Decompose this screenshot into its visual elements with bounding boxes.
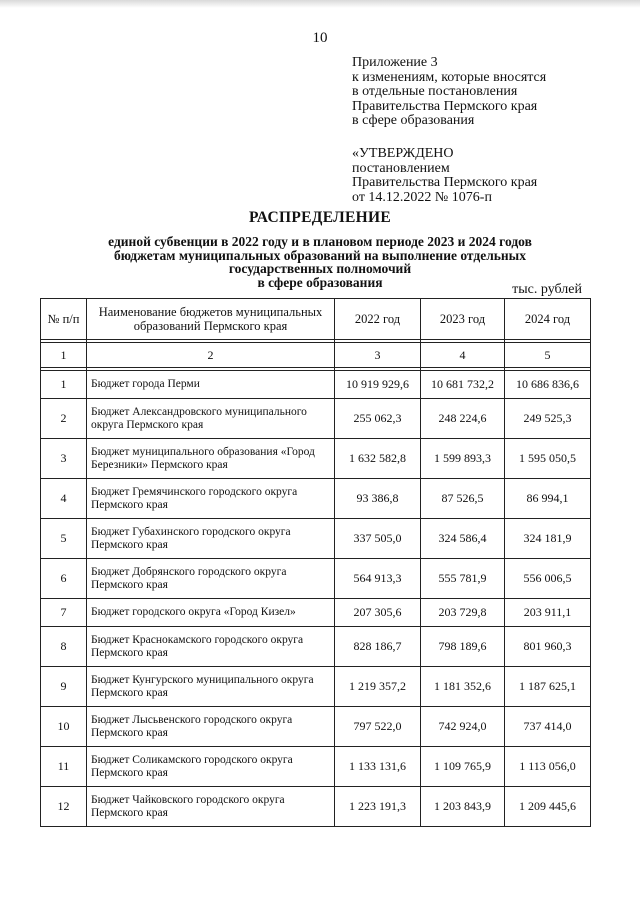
- table-row: [41, 519, 591, 559]
- budget-name: Бюджет Александровского муниципального округа Пермского края: [87, 399, 335, 439]
- row-number: 12: [41, 787, 87, 827]
- value-2022: 564 913,3: [335, 559, 421, 599]
- row-number: 3: [41, 439, 87, 479]
- value-2023: 10 681 732,2: [421, 371, 505, 399]
- table-row: [41, 439, 591, 479]
- value-2022: 93 386,8: [335, 479, 421, 519]
- row-number: 1: [41, 371, 87, 399]
- table-row: [41, 747, 591, 787]
- value-2024: 1 113 056,0: [505, 747, 591, 787]
- value-2022: 337 505,0: [335, 519, 421, 559]
- value-2022: 797 522,0: [335, 707, 421, 747]
- column-number: 4: [421, 343, 505, 368]
- approval-line: Правительства Пермского края: [352, 175, 538, 190]
- row-number: 2: [41, 399, 87, 439]
- row-number: 7: [41, 599, 87, 627]
- subtitle-line: государственных полномочий: [228, 261, 412, 276]
- document-title-block: [60, 209, 580, 289]
- table-row: [41, 627, 591, 667]
- column-number: 5: [505, 343, 591, 368]
- value-2023: 324 586,4: [421, 519, 505, 559]
- row-number: 5: [41, 519, 87, 559]
- value-2024: 737 414,0: [505, 707, 591, 747]
- budget-name: Бюджет Соликамского городского округа Пермского края: [87, 747, 335, 787]
- value-2022: 1 219 357,2: [335, 667, 421, 707]
- budget-name: Бюджет Лысьвенского городского округа Пермского края: [87, 707, 335, 747]
- table-row: [41, 399, 591, 439]
- table-row: [41, 599, 591, 627]
- appendix-line: в отдельные постановления: [352, 84, 518, 99]
- value-2024: 801 960,3: [505, 627, 591, 667]
- value-2023: 742 924,0: [421, 707, 505, 747]
- value-2023: 87 526,5: [421, 479, 505, 519]
- appendix-line: Правительства Пермского края: [352, 98, 538, 114]
- approval-block: [352, 147, 537, 205]
- budget-name: Бюджет Чайковского городского округа Пермского края: [87, 787, 335, 827]
- appendix-line: в сфере образования: [352, 113, 475, 128]
- value-2024: 556 006,5: [505, 559, 591, 599]
- approval-line: от 14.12.2022 № 1076-п: [352, 189, 492, 205]
- page-number: 10: [312, 30, 328, 46]
- value-2023: 798 189,6: [421, 627, 505, 667]
- units-label: тыс. рублей: [512, 282, 582, 297]
- budget-name: Бюджет Губахинского городского округа Пермского края: [87, 519, 335, 559]
- value-2022: 1 133 131,6: [335, 747, 421, 787]
- value-2024: 1 187 625,1: [505, 667, 591, 707]
- value-2024: 249 525,3: [505, 399, 591, 439]
- header-num: № п/п: [41, 299, 87, 340]
- value-2023: 1 181 352,6: [421, 667, 505, 707]
- value-2023: 1 203 843,9: [421, 787, 505, 827]
- scan-edge: [0, 0, 640, 8]
- document-title: РАСПРЕДЕЛЕНИЕ: [249, 209, 391, 226]
- budget-name: Бюджет Кунгурского муниципального округа Пермского края: [87, 667, 335, 707]
- row-number: 8: [41, 627, 87, 667]
- header-name: Наименование бюджетов муниципальных образований Пермского края: [87, 299, 335, 340]
- value-2022: 255 062,3: [335, 399, 421, 439]
- value-2024: 203 911,1: [505, 599, 591, 627]
- value-2022: 10 919 929,6: [335, 371, 421, 399]
- row-number: 4: [41, 479, 87, 519]
- table-row: [41, 707, 591, 747]
- appendix-block: [352, 56, 546, 129]
- approval-line: постановлением: [352, 160, 450, 176]
- table-row: [41, 371, 591, 399]
- value-2024: 1 209 445,6: [505, 787, 591, 827]
- value-2024: 86 994,1: [505, 479, 591, 519]
- table-row: [41, 559, 591, 599]
- value-2024: 10 686 836,6: [505, 371, 591, 399]
- column-number-row: [41, 343, 591, 368]
- value-2024: 324 181,9: [505, 519, 591, 559]
- value-2023: 1 599 893,3: [421, 439, 505, 479]
- table-row: [41, 787, 591, 827]
- budget-name: Бюджет Краснокамского городского округа Пермского края: [87, 627, 335, 667]
- value-2022: 207 305,6: [335, 599, 421, 627]
- budget-name: Бюджет городского округа «Город Кизел»: [87, 599, 335, 627]
- table-row: [41, 479, 591, 519]
- value-2022: 1 632 582,8: [335, 439, 421, 479]
- table-row: [41, 667, 591, 707]
- subtitle-line: в сфере образования: [257, 274, 383, 290]
- row-number: 10: [41, 707, 87, 747]
- table-header-row: [41, 299, 591, 340]
- header-2023: 2023 год: [421, 299, 505, 340]
- budget-name: Бюджет города Перми: [87, 371, 335, 399]
- value-2023: 555 781,9: [421, 559, 505, 599]
- column-number: 3: [335, 343, 421, 368]
- budget-name: Бюджет Гремячинского городского округа Пермского края: [87, 479, 335, 519]
- column-number: 1: [41, 343, 87, 368]
- approval-line: «УТВЕРЖДЕНО: [352, 146, 454, 161]
- value-2022: 1 223 191,3: [335, 787, 421, 827]
- subtitle-line: бюджетам муниципальных образований на выполнение отдельных: [114, 247, 526, 263]
- value-2022: 828 186,7: [335, 627, 421, 667]
- value-2023: 248 224,6: [421, 399, 505, 439]
- distribution-table: [40, 298, 591, 827]
- budget-name: Бюджет муниципального образования «Город Березники» Пермского края: [87, 439, 335, 479]
- row-number: 6: [41, 559, 87, 599]
- column-number: 2: [87, 343, 335, 368]
- appendix-line: к изменениям, которые вносятся: [352, 69, 547, 85]
- value-2023: 1 109 765,9: [421, 747, 505, 787]
- header-2022: 2022 год: [335, 299, 421, 340]
- appendix-line: Приложение 3: [352, 55, 438, 70]
- subtitle-line: единой субвенции в 2022 году и в плановом периоде 2023 и 2024 годов: [108, 234, 532, 249]
- budget-name: Бюджет Добрянского городского округа Пермского края: [87, 559, 335, 599]
- header-2024: 2024 год: [505, 299, 591, 340]
- value-2023: 203 729,8: [421, 599, 505, 627]
- value-2024: 1 595 050,5: [505, 439, 591, 479]
- row-number: 11: [41, 747, 87, 787]
- row-number: 9: [41, 667, 87, 707]
